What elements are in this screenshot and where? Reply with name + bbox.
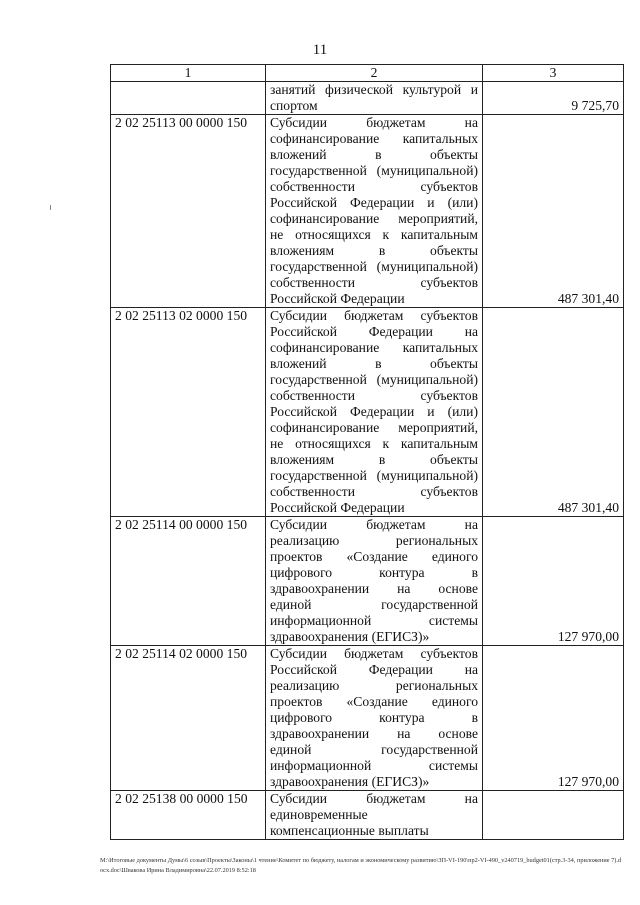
budget-description <box>266 791 483 840</box>
description-line: цифрового контура в <box>270 565 478 580</box>
table-row <box>111 517 624 646</box>
budget-code: 2 02 25138 00 0000 150 <box>111 791 266 840</box>
table-row <box>111 115 624 308</box>
budget-amount: 9 725,70 <box>483 82 624 115</box>
description-line: Субсидии бюджетам на <box>270 791 478 806</box>
description-line: Субсидии бюджетам на <box>270 517 478 532</box>
table-row <box>111 82 624 115</box>
budget-code: 2 02 25114 02 0000 150 <box>111 646 266 791</box>
description-line: цифрового контура в <box>270 710 478 725</box>
description-line: компенсационные выплаты <box>270 823 429 838</box>
description-line: государственной (муниципальной) <box>270 259 478 274</box>
header-col-2: 2 <box>266 65 483 82</box>
description-line: информационной системы <box>270 758 478 773</box>
description-line: Субсидии бюджетам на <box>270 115 478 130</box>
budget-code: 2 02 25113 02 0000 150 <box>111 308 266 517</box>
description-line: собственности субъектов <box>270 275 478 290</box>
budget-amount: 487 301,40 <box>483 115 624 308</box>
description-line: проектов «Создание единого <box>270 549 478 564</box>
description-line: единой государственной <box>270 742 478 757</box>
description-line: реализацию региональных <box>270 533 478 548</box>
header-col-3: 3 <box>483 65 624 82</box>
description-line: Российской Федерации <box>270 500 405 515</box>
description-line: здравоохранения (ЕГИСЗ)» <box>270 774 430 789</box>
description-line: государственной (муниципальной) <box>270 163 478 178</box>
table-row <box>111 791 624 840</box>
description-line: Российской Федерации и (или) <box>270 404 478 419</box>
description-line: спортом <box>270 98 318 113</box>
description-line: Российской Федерации на <box>270 662 478 677</box>
budget-amount: 127 970,00 <box>483 517 624 646</box>
description-line: не относящихся к капитальным <box>270 436 478 451</box>
description-line: государственной (муниципальной) <box>270 468 478 483</box>
budget-description <box>266 82 483 115</box>
description-line: вложений в объекты <box>270 147 478 162</box>
description-line: Российской Федерации и (или) <box>270 195 478 210</box>
description-line: Российской Федерации <box>270 291 405 306</box>
description-line: здравоохранения (ЕГИСЗ)» <box>270 629 430 644</box>
description-line: единовременные <box>270 807 368 822</box>
table-row <box>111 646 624 791</box>
footer-file-path: M:\Итоговые документы Думы\6 созыв\Проекты\Законы\1 чтение\Комитет по бюджету, налогам и экономическому развитию\ЗП-VI-190\пр2-VI-490_v240719_budget01(стр.3-34, приложение 7).docx.doc\Швакова Ирина Владимировна\22.07.2019 8:52:18 <box>100 857 622 874</box>
budget-table <box>110 64 624 840</box>
description-line: здравоохранении на основе <box>270 581 478 596</box>
header-col-1: 1 <box>111 65 266 82</box>
description-line: государственной (муниципальной) <box>270 372 478 387</box>
description-line: софинансирование капитальных <box>270 340 478 355</box>
description-line: информационной системы <box>270 613 478 628</box>
budget-description <box>266 308 483 517</box>
budget-description <box>266 115 483 308</box>
description-line: вложениям в объекты <box>270 452 478 467</box>
table-row <box>111 308 624 517</box>
description-line: Российской Федерации на <box>270 324 478 339</box>
description-line: Субсидии бюджетам субъектов <box>270 646 478 661</box>
description-line: собственности субъектов <box>270 484 478 499</box>
description-line: собственности субъектов <box>270 179 478 194</box>
budget-description <box>266 517 483 646</box>
description-line: не относящихся к капитальным <box>270 227 478 242</box>
budget-code <box>111 82 266 115</box>
description-line: вложениям в объекты <box>270 243 478 258</box>
page-number: 11 <box>312 42 328 58</box>
description-line: собственности субъектов <box>270 388 478 403</box>
table-header-row <box>111 65 624 82</box>
description-line: софинансирование мероприятий, <box>270 420 478 435</box>
margin-mark <box>50 205 51 210</box>
description-line: софинансирование капитальных <box>270 131 478 146</box>
budget-code: 2 02 25113 00 0000 150 <box>111 115 266 308</box>
description-line: занятий физической культурой и <box>270 82 478 97</box>
budget-description <box>266 646 483 791</box>
description-line: Субсидии бюджетам субъектов <box>270 308 478 323</box>
budget-amount: 127 970,00 <box>483 646 624 791</box>
description-line: софинансирование мероприятий, <box>270 211 478 226</box>
description-line: здравоохранении на основе <box>270 726 478 741</box>
description-line: вложений в объекты <box>270 356 478 371</box>
description-line: проектов «Создание единого <box>270 694 478 709</box>
description-line: реализацию региональных <box>270 678 478 693</box>
budget-amount <box>483 791 624 840</box>
budget-code: 2 02 25114 00 0000 150 <box>111 517 266 646</box>
budget-amount: 487 301,40 <box>483 308 624 517</box>
description-line: единой государственной <box>270 597 478 612</box>
